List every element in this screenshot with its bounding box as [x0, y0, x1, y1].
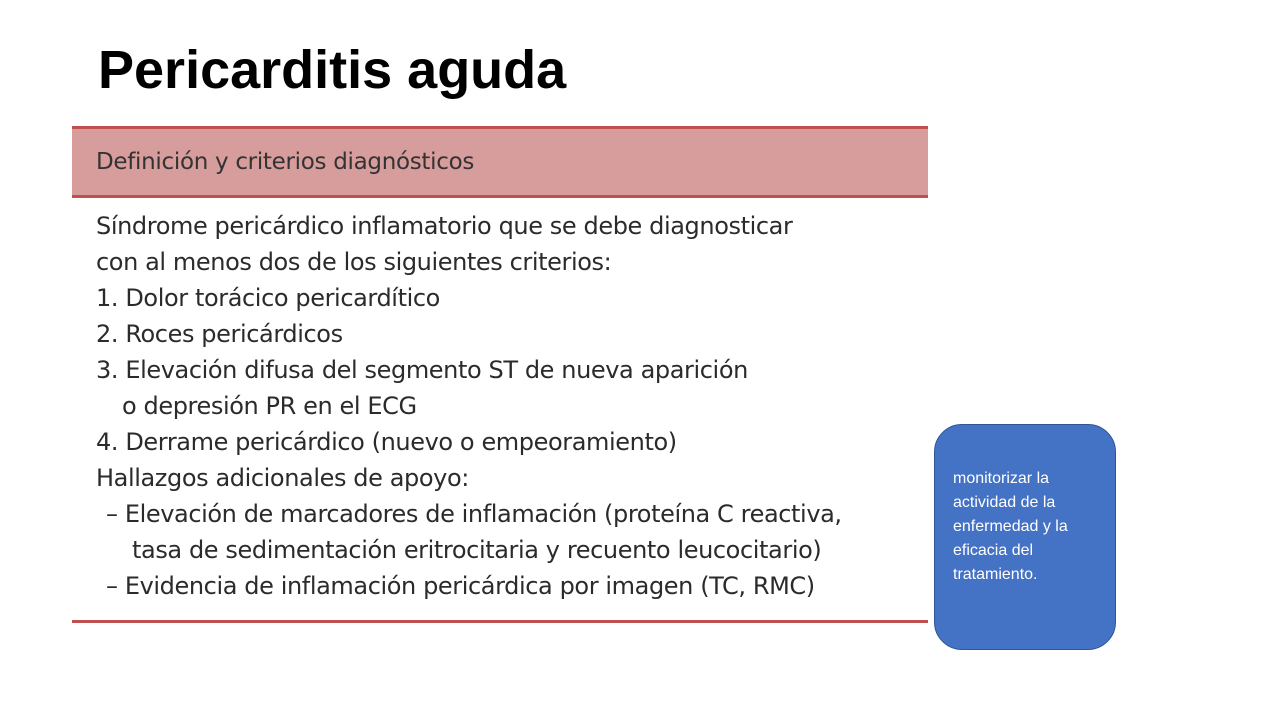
table-line: 2. Roces pericárdicos — [96, 320, 343, 348]
table-line: 3. Elevación difusa del segmento ST de nueva aparición — [96, 356, 748, 384]
table-header-text: Definición y criterios diagnósticos — [96, 149, 475, 175]
note-text: monitorizar la actividad de la enfermedad y la eficacia del tratamiento. — [953, 470, 1068, 583]
table-line: – Elevación de marcadores de inflamación (proteína C reactiva, — [106, 500, 842, 528]
criteria-table — [72, 126, 928, 624]
table-line: o depresión PR en el ECG — [122, 392, 417, 420]
table-header — [72, 126, 928, 198]
table-line: con al menos dos de los siguientes criterios: — [96, 248, 612, 276]
note-callout — [934, 424, 1116, 650]
table-line: 4. Derrame pericárdico (nuevo o empeoramiento) — [96, 428, 677, 456]
slide-title: Pericarditis aguda — [98, 40, 567, 100]
table-line: – Evidencia de inflamación pericárdica por imagen (TC, RMC) — [106, 572, 815, 600]
table-line: Síndrome pericárdico inflamatorio que se debe diagnosticar — [96, 212, 793, 240]
table-line: tasa de sedimentación eritrocitaria y recuento leucocitario) — [132, 536, 822, 564]
table-bottom-rule — [72, 620, 928, 623]
table-line: 1. Dolor torácico pericardítico — [96, 284, 440, 312]
table-line: Hallazgos adicionales de apoyo: — [96, 464, 469, 492]
